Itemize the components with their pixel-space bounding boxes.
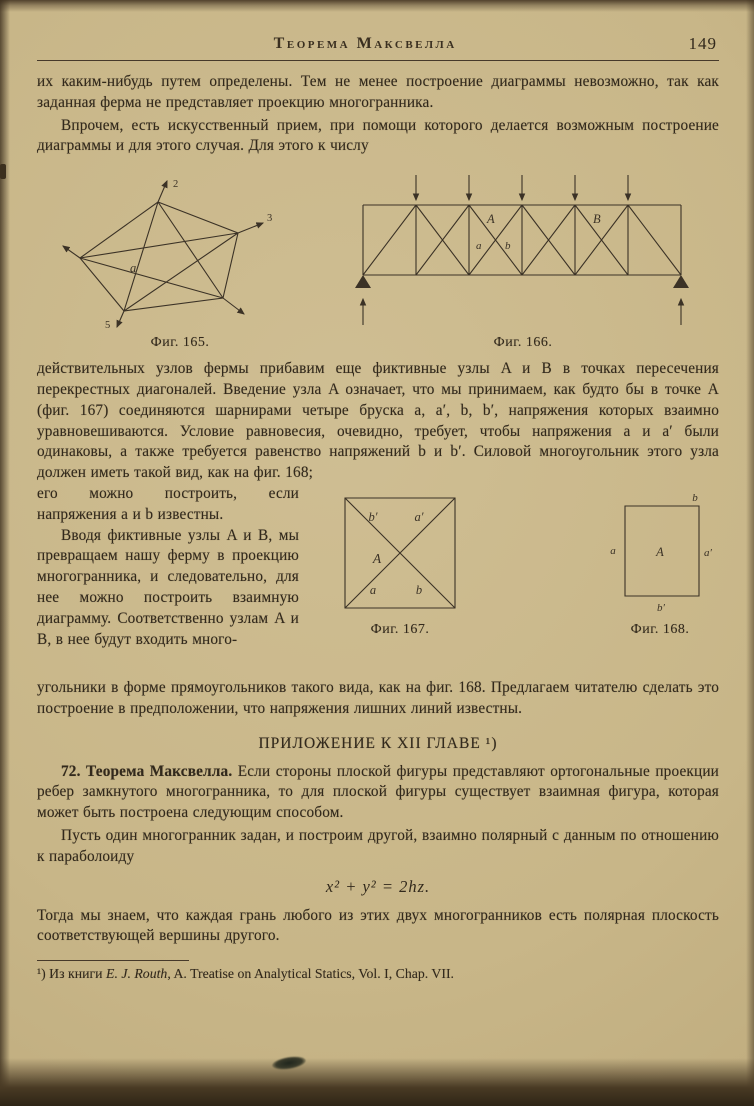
fig165-label-2: 2 (173, 179, 179, 191)
fig167-label-A: A (372, 550, 382, 566)
figure-168 (601, 490, 719, 638)
page-header (37, 34, 719, 61)
paragraph-7-text: Если стороны плоской фигуры представляют ортогональные проекции ребер замкнутого многогранника, то для плоской фигуры существует взаимная фигура, которая может быть построена следующим способом. (37, 762, 719, 822)
paragraph-3: действительных узлов фермы прибавим еще фиктивные узлы A и B в точках пересечения перекрестных диагоналей. Введение узла A означает, что мы принимаем, как будто бы в точке A (фиг. 167) соединяются шарнирами четыре бруска a, a′, b, b′, напряжения которых взаимно уравновешиваются. Условие равновесия, очевидно, требует, чтобы напряжения a и a′ были одинаковы, а также требуется равенство напряжений b и b′. Силовой многоугольник этого узла должен иметь такой вид, как на фиг. 168; (37, 360, 719, 482)
fig168-label-left: a (610, 544, 616, 557)
fig168-label-center: A (656, 544, 664, 559)
footnote-rule (37, 960, 189, 961)
fig166-label-b: b (505, 240, 511, 253)
fig167-label-b-prime: b′ (368, 509, 378, 524)
paragraph-5: Вводя фиктивные узлы A и B, мы превращаем нашу ферму в проекцию многогранника, и следовательно, для нее можно построить взаимную диаграмму. Соответственно узлам A и B, в нее будут входить много- (37, 526, 299, 648)
figures-row-165-166 (37, 169, 719, 351)
figure-165-caption: Фиг. 165. (150, 335, 210, 351)
truss-165-bars (63, 181, 263, 327)
figure-165 (55, 176, 305, 351)
margin-ink-mark (0, 164, 6, 179)
fig165-label-5: 5 (105, 320, 111, 332)
figure-165-drawing (60, 176, 300, 331)
page-edge-shadow-top (0, 0, 754, 12)
fig168-label-top: b (692, 491, 698, 504)
footnote (37, 966, 719, 982)
paragraph-8: Пусть один многогранник задан, и построим другой, взаимно полярный с данным по отношению к параболоиду (37, 826, 719, 865)
paragraph-6: угольники в форме прямоугольников такого вида, как на фиг. 168. Предлагаем читателю сделать это построение в предположении, что напряжения лишних линий известны. (37, 678, 719, 717)
fig168-label-right: a′ (704, 546, 712, 559)
truss-166-supports (355, 275, 689, 288)
fig167-label-b: b (415, 582, 423, 597)
truss-166-bars (363, 205, 681, 275)
figure-167-drawing (315, 490, 485, 618)
footnote-prefix: ¹) Из книги (37, 966, 107, 982)
figure-168-caption: Фиг. 168. (630, 621, 690, 637)
paragraph-7-lead: 72. Теорема Максвелла. (61, 762, 233, 780)
figure-167-caption: Фиг. 167. (370, 621, 430, 637)
footnote-rest: , A. Treatise on Analytical Statics, Vol. I, Chap. VII. (167, 966, 454, 982)
footnote-author: E. J. Routh (106, 966, 168, 982)
fig167-label-a: a (369, 582, 377, 597)
figure-166 (333, 169, 713, 351)
running-title: Теорема Максвелла (273, 35, 457, 52)
appendix-heading: ПРИЛОЖЕНИЕ К XII ГЛАВЕ ¹) (258, 734, 498, 752)
paragraph-2: Впрочем, есть искусственный прием, при помощи которого делается возможным построение диаграммы и для этого случая. Для этого к числу (37, 116, 719, 155)
truss-166-labels (476, 212, 601, 252)
fig166-label-a: a (476, 240, 482, 253)
fig167-labels (369, 510, 424, 597)
paragraph-7 (37, 762, 719, 824)
wrap-section (37, 484, 719, 650)
page-edge-shadow-bottom (0, 1058, 754, 1106)
page-content (37, 34, 719, 982)
figure-166-drawing (339, 169, 707, 331)
fig167-label-a-prime: a′ (414, 509, 424, 524)
figure-167 (315, 490, 485, 638)
fig168-label-bottom: b′ (657, 601, 665, 614)
page-edge-shadow-right (746, 0, 754, 1106)
page-number: 149 (688, 34, 717, 53)
paraboloid-formula: x² + y² = 2hz. (325, 876, 431, 896)
paragraph-1: их каким-нибудь путем определены. Тем не менее построение диаграммы невозможно, так как заданная ферма не представляет проекцию многогранника. (37, 73, 719, 111)
truss-165-labels (105, 179, 272, 331)
fig165-label-3: 3 (267, 213, 273, 225)
figures-row-167-168 (315, 486, 719, 674)
fig166-label-A: A (487, 212, 495, 227)
node-polygon-bars (345, 498, 455, 608)
paragraph-9: Тогда мы знаем, что каждая грань любого из этих двух многогранников есть полярная плоскость соответствующей вершины другого. (37, 906, 719, 945)
paragraph-4: его можно построить, если напряжения a и b известны. (37, 484, 299, 523)
fig165-label-a: a (130, 261, 137, 276)
fig166-label-B: B (593, 212, 601, 227)
figure-168-drawing (601, 490, 719, 618)
figure-166-caption: Фиг. 166. (493, 335, 553, 351)
